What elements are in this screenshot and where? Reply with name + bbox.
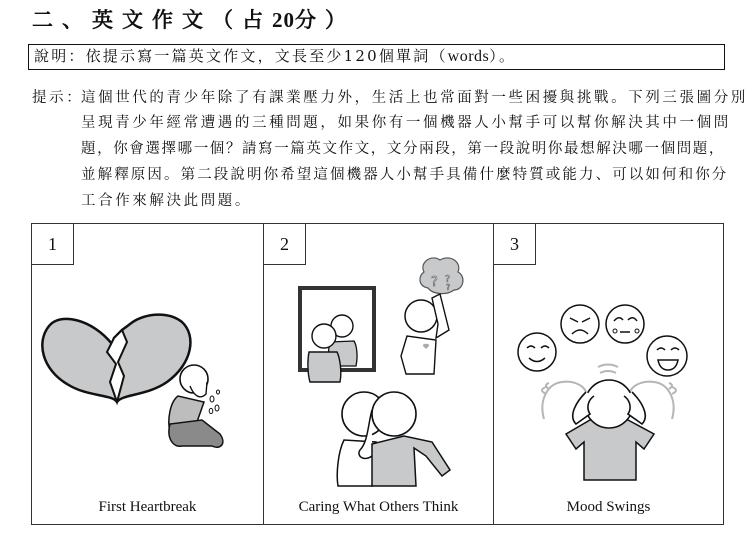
crying-face-icon — [606, 305, 644, 343]
panel-caption: Caring What Others Think — [298, 499, 459, 515]
panel-number: 3 — [494, 224, 536, 265]
section-title-prefix: 二、英文作文（占 — [32, 7, 272, 32]
confused-person-icon — [401, 258, 463, 374]
prompt-label: 提示： — [32, 90, 84, 106]
prompt-line-3: 題，你會選擇哪一個？請寫一篇英文作文，文分兩段，第一段說明你最想解決哪一個問題， — [81, 141, 725, 157]
panel-caring-what-others-think — [263, 224, 493, 524]
instruction-box — [28, 44, 725, 70]
social-worry-illustration — [264, 224, 494, 524]
panel-caption: First Heartbreak — [98, 499, 197, 515]
prompt-line-4: 並解釋原因。第二段說明你希望這個機器人小幫手具備什麼特質或能力、可以如何和你分 — [81, 167, 729, 183]
panel-number: 2 — [264, 224, 306, 265]
svg-text:?: ? — [431, 275, 438, 290]
instruction-text: 依提示寫一篇英文作文，文長至少120個單詞（ — [85, 47, 448, 65]
svg-text:?: ? — [445, 274, 451, 285]
laughing-face-icon — [647, 336, 687, 376]
stressed-person-icon — [566, 380, 654, 480]
whispering-people-icon — [337, 392, 450, 486]
panel-mood-swings — [493, 224, 723, 524]
prompt-line-2: 呈現青少年經常遭遇的三種問題，如果你有一個機器人小幫手可以幫你解決其中一個問 — [81, 115, 731, 131]
crying-person-icon — [169, 365, 223, 447]
section-title — [32, 6, 355, 34]
mood-swings-illustration — [494, 224, 724, 524]
instruction-words: words — [447, 48, 490, 65]
panel-first-heartbreak — [32, 224, 263, 524]
panel-caption: Mood Swings — [566, 499, 651, 515]
section-points: 20 — [272, 8, 295, 32]
smiling-face-icon — [518, 333, 556, 371]
svg-text:?: ? — [446, 283, 451, 292]
section-title-suffix: 分） — [295, 7, 355, 32]
prompt-line-5: 工合作來解決此問題。 — [81, 193, 252, 209]
panel-number: 1 — [32, 224, 74, 265]
prompt-line-1: 這個世代的青少年除了有課業壓力外，生活上也常面對一些困擾與挑戰。下列三張圖分別 — [81, 90, 748, 106]
illustration-grid — [31, 223, 724, 525]
broken-heart-illustration — [32, 224, 263, 524]
instruction-text-end: ）。 — [489, 47, 517, 65]
angry-face-icon — [561, 305, 599, 343]
instruction-label: 說明： — [34, 47, 86, 65]
